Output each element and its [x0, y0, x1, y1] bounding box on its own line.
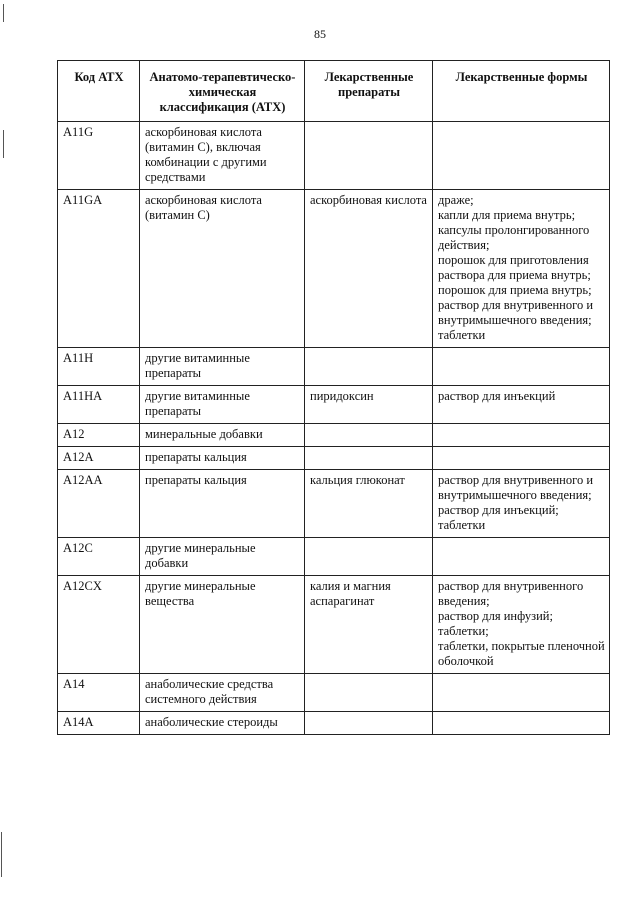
- cell-classification: другие витаминные препараты: [140, 386, 305, 424]
- cell-drug: [305, 348, 433, 386]
- cell-drug: пиридоксин: [305, 386, 433, 424]
- header-forms: Лекарственные формы: [433, 61, 610, 122]
- cell-drug: [305, 122, 433, 190]
- cell-drug: [305, 538, 433, 576]
- cell-forms: [433, 348, 610, 386]
- dosage-form: порошок для приготовления раствора для приема внутрь;: [438, 253, 591, 282]
- cell-code: A11H: [58, 348, 140, 386]
- dosage-form: таблетки: [438, 518, 486, 532]
- dosage-form: раствор для внутривенного и внутримышечного введения;: [438, 298, 594, 327]
- table-row: [58, 122, 610, 190]
- scan-edge-mark: [3, 4, 4, 22]
- dosage-form: раствор для внутривенного и внутримышечного введения;: [438, 473, 594, 502]
- dosage-form: таблетки, покрытые пленочной оболочкой: [438, 639, 605, 668]
- cell-drug: [305, 712, 433, 735]
- table-row: [58, 674, 610, 712]
- dosage-form: раствор для инъекций: [438, 389, 556, 403]
- cell-drug: [305, 424, 433, 447]
- cell-classification: минеральные добавки: [140, 424, 305, 447]
- cell-classification: препараты кальция: [140, 447, 305, 470]
- table-row: [58, 712, 610, 735]
- dosage-form: раствор для внутривенного введения;: [438, 579, 584, 608]
- cell-forms: [433, 447, 610, 470]
- table-header-row: [58, 61, 610, 122]
- header-code: Код АТХ: [58, 61, 140, 122]
- cell-forms: [433, 576, 610, 674]
- cell-drug: [305, 447, 433, 470]
- cell-forms: [433, 538, 610, 576]
- cell-classification: другие витаминные препараты: [140, 348, 305, 386]
- cell-classification: аскорбиновая кислота (витамин С): [140, 190, 305, 348]
- cell-classification: аскорбиновая кислота (витамин С), включая комбинации с другими средствами: [140, 122, 305, 190]
- page-number: 85: [314, 27, 326, 41]
- cell-forms: [433, 712, 610, 735]
- cell-classification: препараты кальция: [140, 470, 305, 538]
- table-row: [58, 424, 610, 447]
- cell-drug: аскорбиновая кислота: [305, 190, 433, 348]
- table-row: [58, 190, 610, 348]
- table-row: [58, 348, 610, 386]
- cell-classification: другие минеральные добавки: [140, 538, 305, 576]
- dosage-form: капсулы пролонгированного действия;: [438, 223, 590, 252]
- cell-code: A11GA: [58, 190, 140, 348]
- cell-classification: другие минеральные вещества: [140, 576, 305, 674]
- scan-edge-mark: [3, 130, 4, 158]
- header-drug: Лекарственные препараты: [305, 61, 433, 122]
- header-classification: Анатомо-терапевтическо-химическая классификация (АТХ): [140, 61, 305, 122]
- cell-drug: кальция глюконат: [305, 470, 433, 538]
- scan-edge-mark: [1, 832, 2, 877]
- table-row: [58, 470, 610, 538]
- dosage-form: таблетки;: [438, 624, 489, 638]
- cell-drug: [305, 674, 433, 712]
- cell-forms: [433, 190, 610, 348]
- cell-forms: [433, 674, 610, 712]
- dosage-form: таблетки: [438, 328, 486, 342]
- cell-classification: анаболические стероиды: [140, 712, 305, 735]
- cell-forms: [433, 122, 610, 190]
- cell-forms: [433, 470, 610, 538]
- table-row: [58, 538, 610, 576]
- table-row: [58, 576, 610, 674]
- table-row: [58, 447, 610, 470]
- dosage-form: порошок для приема внутрь;: [438, 283, 592, 297]
- table-row: [58, 386, 610, 424]
- cell-code: A12A: [58, 447, 140, 470]
- cell-forms: [433, 386, 610, 424]
- dosage-form: раствор для инъекций;: [438, 503, 559, 517]
- cell-code: A14A: [58, 712, 140, 735]
- cell-code: A12CX: [58, 576, 140, 674]
- cell-forms: [433, 424, 610, 447]
- dosage-form: драже;: [438, 193, 474, 207]
- cell-code: A11G: [58, 122, 140, 190]
- atc-table: [57, 60, 610, 735]
- cell-drug: калия и магния аспарагинат: [305, 576, 433, 674]
- cell-classification: анаболические средства системного действия: [140, 674, 305, 712]
- dosage-form: раствор для инфузий;: [438, 609, 553, 623]
- cell-code: A12C: [58, 538, 140, 576]
- cell-code: A12AA: [58, 470, 140, 538]
- cell-code: A11HA: [58, 386, 140, 424]
- dosage-form: капли для приема внутрь;: [438, 208, 576, 222]
- cell-code: A12: [58, 424, 140, 447]
- cell-code: A14: [58, 674, 140, 712]
